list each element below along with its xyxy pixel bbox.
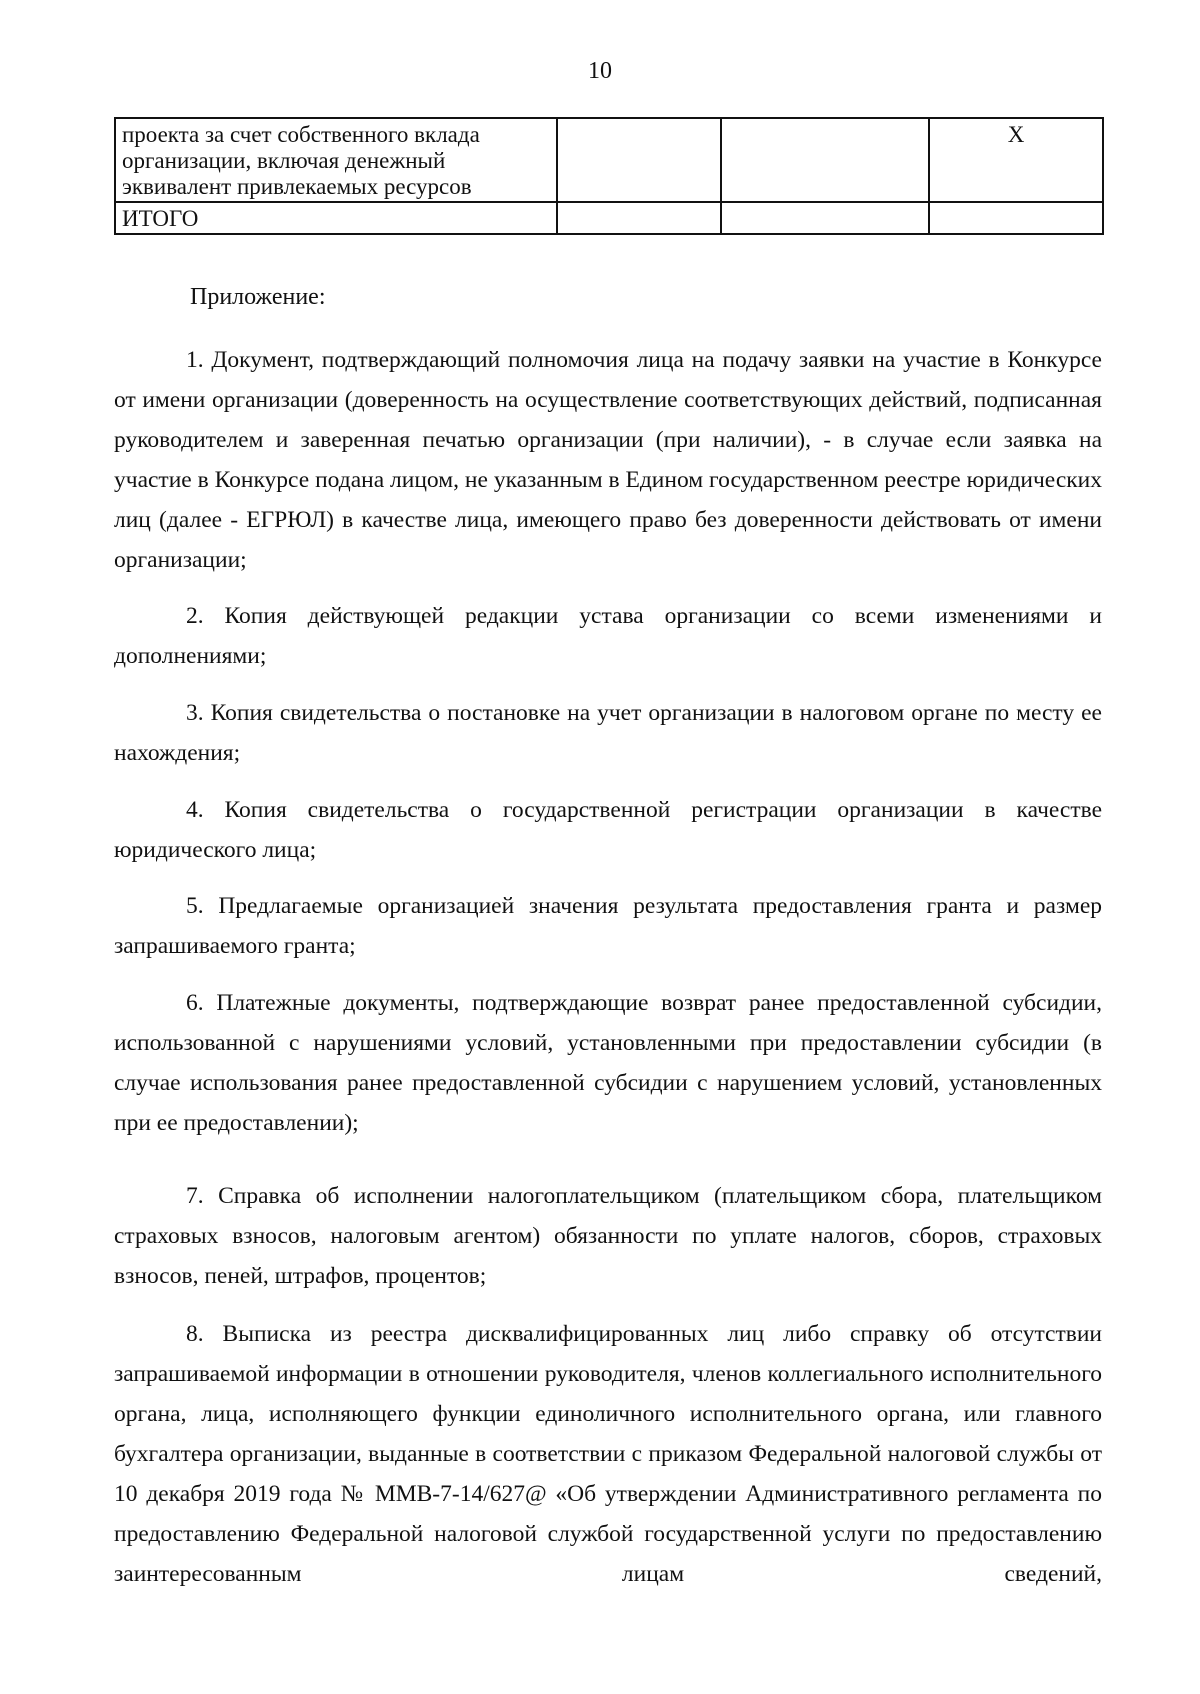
table-cell: ИТОГО xyxy=(115,202,557,234)
appendix-item-4 xyxy=(114,790,1102,870)
table-cell: X xyxy=(929,118,1103,202)
paragraph: 7. Справка об исполнении налогоплательщиком (плательщиком сбора, плательщиком страховых взносов, налоговым агентом) обязанности по уплате налогов, сборов, страховых взносов, пеней, штрафов, процентов; xyxy=(114,1183,1102,1289)
appendix-item-3 xyxy=(114,693,1102,773)
appendix-item-1 xyxy=(114,340,1102,580)
table-cell xyxy=(721,118,929,202)
appendix-item-7 xyxy=(114,1176,1102,1296)
table-cell xyxy=(721,202,929,234)
paragraph: 1. Документ, подтверждающий полномочия лица на подачу заявки на участие в Конкурсе от имени организации (доверенность на осуществление соответствующих действий, подписанная руководителем и заверенная печатью организации (при наличии), - в случае если заявка на участие в Конкурсе подана лицом, не указанным в Едином государственном реестре юридических лиц (далее - ЕГРЮЛ) в качестве лица, имеющего право без доверенности действовать от имени организации; xyxy=(114,347,1102,573)
paragraph: 6. Платежные документы, подтверждающие возврат ранее предоставленной субсидии, использованной с нарушениями условий, установленными при предоставлении субсидии (в случае использования ранее предоставленной субсидии с нарушением условий, установленных при ее предоставлении); xyxy=(114,990,1102,1136)
table-cell xyxy=(557,202,721,234)
paragraph: 3. Копия свидетельства о постановке на учет организации в налоговом органе по месту ее нахождения; xyxy=(114,700,1102,766)
appendix-item-6 xyxy=(114,983,1102,1143)
paragraph: 2. Копия действующей редакции устава организации со всеми изменениями и дополнениями; xyxy=(114,603,1102,669)
table-cell xyxy=(557,118,721,202)
paragraph: 8. Выписка из реестра дисквалифицированных лиц либо справку об отсутствии запрашиваемой информации в отношении руководителя, членов коллегиального исполнительного органа, лица, исполняющего функции единоличного исполнительного органа, или главного бухгалтера организации, выданные в соответствии с приказом Федеральной налоговой службы от 10 декабря 2019 года № ММВ-7-14/627@ «Об утверждении Административного регламента по предоставлению Федеральной налоговой службой государственной услуги по предоставлению заинтересованным лицам сведений, xyxy=(114,1321,1102,1587)
table-cell: проекта за счет собственного вклада организации, включая денежный эквивалент привлекаемых ресурсов xyxy=(115,118,557,202)
paragraph: 4. Копия свидетельства о государственной регистрации организации в качестве юридического лица; xyxy=(114,797,1102,863)
table-row xyxy=(115,118,1103,202)
budget-table xyxy=(114,117,1104,235)
appendix-title: Приложение: xyxy=(190,284,326,310)
table-cell xyxy=(929,202,1103,234)
paragraph: 5. Предлагаемые организацией значения результата предоставления гранта и размер запрашиваемого гранта; xyxy=(114,893,1102,959)
appendix-item-2 xyxy=(114,596,1102,676)
appendix-item-8 xyxy=(114,1314,1102,1594)
page-number: 10 xyxy=(588,58,612,84)
appendix-item-5 xyxy=(114,886,1102,966)
table-row xyxy=(115,202,1103,234)
